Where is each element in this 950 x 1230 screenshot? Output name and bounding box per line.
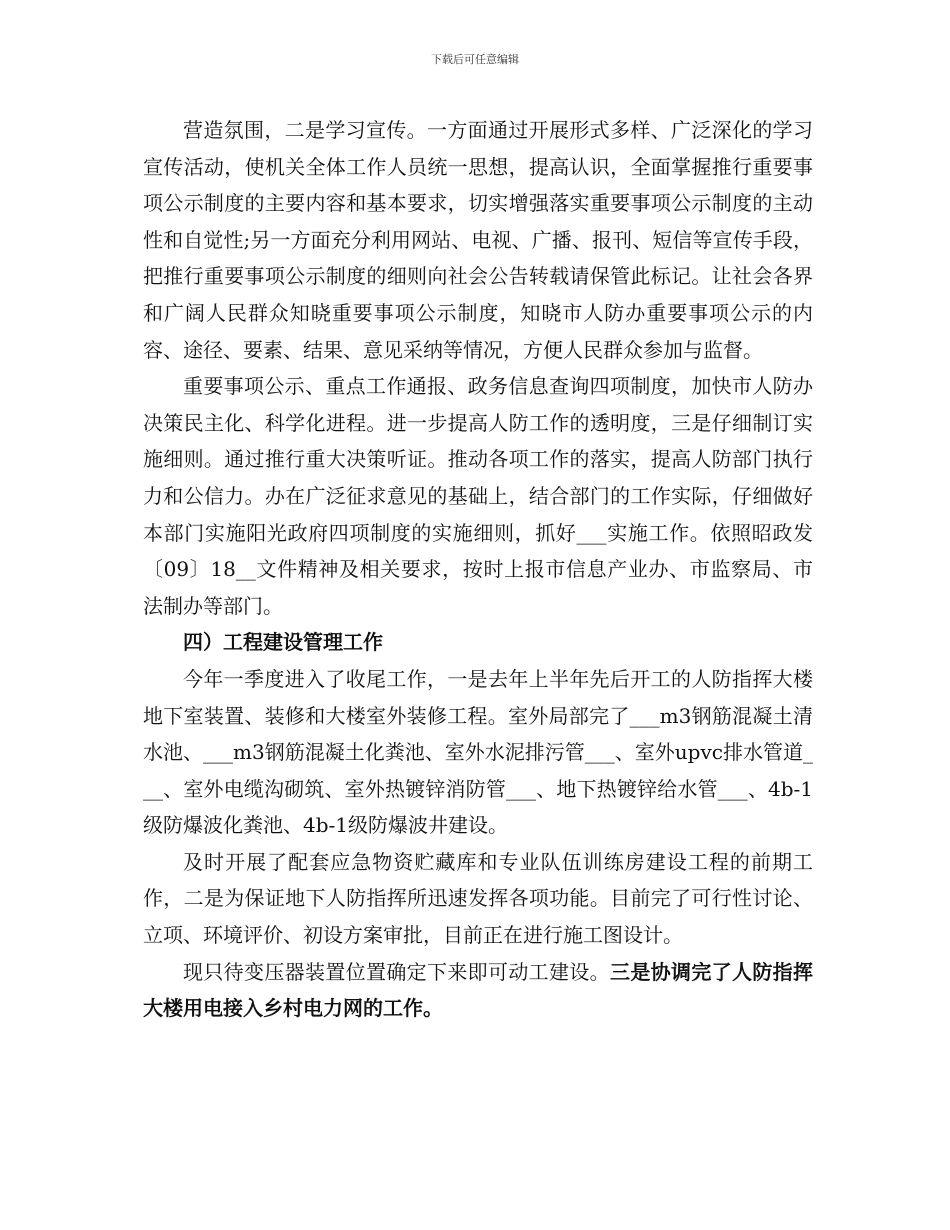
document-body [143, 112, 813, 1027]
paragraph-power-connection-bold: 三是协调完了人防指挥大楼用电接入乡村电力网的工作。 [143, 959, 813, 1021]
paragraph-implementation-rules: 重要事项公示、重点工作通报、政务信息查询四项制度，加快市人防办决策民主化、科学化进程。进一步提高人防工作的透明度，三是仔细制订实施细则。通过推行重大决策听证。推动各项工作的落实，提高人防部门执行力和公信力。办在广泛征求意见的基础上，结合部门的工作实际，仔细做好本部门实施阳光政府四项制度的实施细则，抓好___实施工作。依照昭政发〔09〕18__文件精神及相关要求，按时上报市信息产业办、市监察局、市法制办等部门。 [143, 374, 813, 618]
section-heading-construction: 四）工程建设管理工作 [183, 630, 383, 655]
paragraph-publicity: 营造氛围，二是学习宣传。一方面通过开展形式多样、广泛深化的学习宣传活动，使机关全体工作人员统一思想，提高认识，全面掌握推行重要事项公示制度的主要内容和基本要求，切实增强落实重要事项公示制度的主动性和自觉性;另一方面充分利用网站、电视、广播、报刊、短信等宣传手段，把推行重要事项公示制度的细则向社会公告转载请保管此标记。让社会各界和广阔人民群众知晓重要事项公示制度，知晓市人防办重要事项公示的内容、途径、要素、结果、意见采纳等情况，方便人民群众参加与监督。 [143, 118, 813, 362]
page-header: 下载后可任意编辑 [431, 53, 519, 66]
paragraph-power-connection [143, 954, 813, 1027]
paragraph-preliminary-work: 及时开展了配套应急物资贮藏库和专业队伍训练房建设工程的前期工作，二是为保证地下人防指挥所迅速发挥各项功能。目前完了可行性讨论、立项、环境评价、初设方案审批，目前正在进行施工图设计。 [143, 849, 813, 948]
paragraph-construction-progress: 今年一季度进入了收尾工作，一是去年上半年先后开工的人防指挥大楼地下室装置、装修和大楼室外装修工程。室外局部完了___m3钢筋混凝土清水池、___m3钢筋混凝土化粪池、室外水泥排污管___、室外upvc排水管道___、室外电缆沟砌筑、室外热镀锌消防管___、地下热镀锌给水管___、4b-1级防爆波化粪池、4b-1级防爆波井建设。 [143, 666, 813, 838]
paragraph-power-connection-normal: 现只待变压器装置位置确定下来即可动工建设。 [183, 959, 610, 984]
